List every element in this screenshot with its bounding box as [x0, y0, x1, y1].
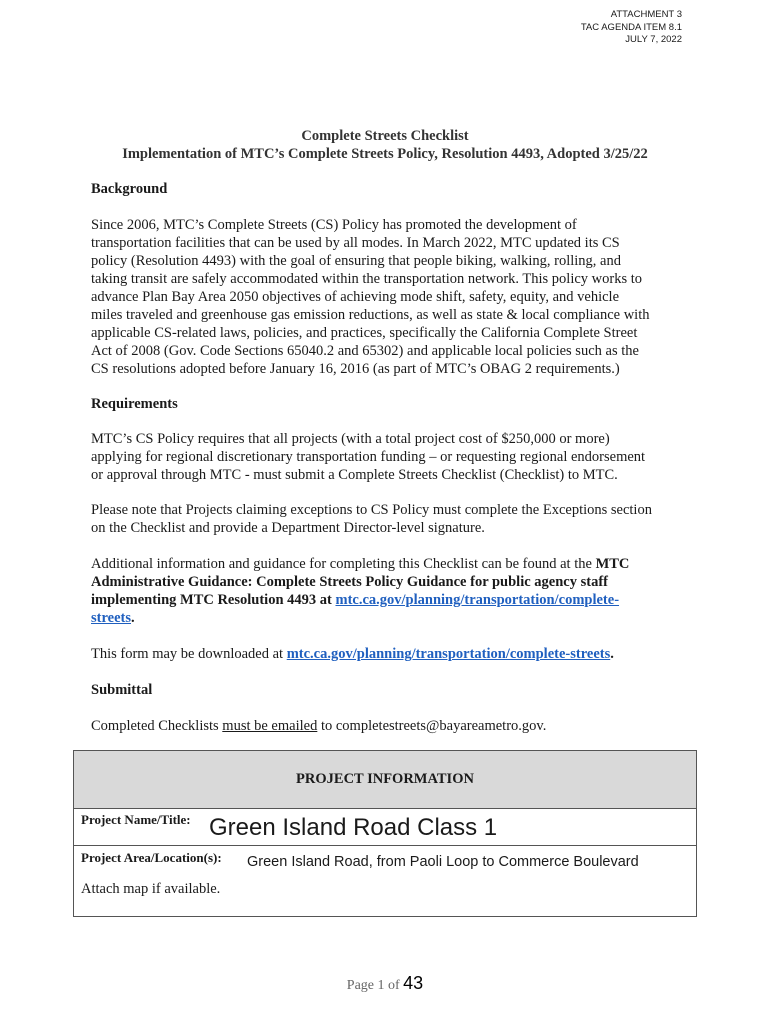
document-title-block [0, 127, 770, 163]
guidance-period: . [131, 610, 135, 626]
background-line: CS resolutions adopted before January 16, 2016 (as part of MTC’s OBAG 2 requirements.) [91, 361, 620, 377]
agenda-item-label: TAC AGENDA ITEM 8.1 [580, 21, 682, 33]
project-area-row [74, 846, 696, 918]
requirements-line: applying for regional discretionary transportation funding – or requesting regional endorsement [91, 449, 646, 465]
page-label: Page 1 of [346, 978, 404, 993]
background-paragraph [91, 216, 683, 378]
exceptions-note-line: Please note that Projects claiming exceptions to CS Policy must complete the Exceptions section [91, 502, 652, 518]
background-line: policy (Resolution 4493) with the goal of ensuring that people biking, walking, rolling, and [91, 253, 621, 269]
project-name-value[interactable]: Green Island Road Class 1 [209, 814, 498, 841]
document-subtitle: Implementation of MTC’s Complete Streets Policy, Resolution 4493, Adopted 3/25/22 [122, 146, 648, 162]
header-date: JULY 7, 2022 [625, 34, 682, 45]
requirements-heading: Requirements [91, 396, 178, 412]
guidance-link[interactable]: mtc.ca.gov/planning/transportation/complete- [335, 592, 620, 608]
exceptions-note-line: on the Checklist and provide a Department Director-level signature. [91, 520, 485, 536]
project-area-label: Project Area/Location(s): [81, 850, 222, 865]
download-link[interactable]: mtc.ca.gov/planning/transportation/complete-streets [286, 646, 611, 662]
background-line: taking transit are safely accommodated within the transportation network. This policy works to [91, 271, 642, 287]
guidance-bold-mtc: MTC [595, 556, 630, 572]
download-text: This form may be downloaded at [91, 646, 287, 662]
submittal-text: Completed Checklists [91, 718, 223, 734]
submittal-heading-block [91, 681, 683, 699]
download-paragraph [91, 645, 683, 663]
background-line: advance Plan Bay Area 2050 objectives of achieving mode shift, safety, equity, and vehicle [91, 289, 620, 305]
background-line: Act of 2008 (Gov. Code Sections 65040.2 and 65302) and applicable local policies such as the [91, 343, 639, 359]
guidance-line-2 [91, 573, 683, 591]
document-title: Complete Streets Checklist [301, 128, 469, 144]
guidance-line-3 [91, 591, 683, 609]
requirements-paragraph-1 [91, 430, 683, 484]
page-total: 43 [403, 973, 424, 993]
attachment-header [581, 9, 682, 47]
submittal-underlined-text: must be emailed [222, 718, 318, 734]
download-period: . [610, 646, 614, 662]
submittal-heading: Submittal [91, 682, 153, 698]
background-heading: Background [91, 181, 168, 197]
project-name-row [74, 809, 696, 846]
guidance-text: Additional information and guidance for completing this Checklist can be found at the [91, 556, 596, 572]
requirements-paragraph-2 [91, 501, 683, 537]
background-line: transportation facilities that can be used by all modes. In March 2022, MTC updated its CS [91, 235, 620, 251]
requirements-line: or approval through MTC - must submit a Complete Streets Checklist (Checklist) to MTC. [91, 467, 618, 483]
guidance-bold-title: Administrative Guidance: Complete Streets Policy Guidance for public agency staff [91, 574, 608, 590]
project-information-header: PROJECT INFORMATION [74, 751, 696, 809]
project-area-value[interactable]: Green Island Road, from Paoli Loop to Commerce Boulevard [247, 854, 639, 870]
guidance-paragraph [91, 555, 683, 627]
background-heading-block [91, 180, 683, 198]
attachment-label: ATTACHMENT 3 [610, 9, 682, 20]
guidance-line-4 [91, 609, 683, 627]
guidance-link-continued[interactable]: streets [91, 610, 131, 626]
requirements-line: MTC’s CS Policy requires that all projects (with a total project cost of $250,000 or more) [91, 431, 610, 447]
map-note: Attach map if available. [81, 881, 221, 897]
project-information-table [73, 750, 697, 917]
submittal-email-text: to completestreets@bayareametro.gov. [317, 718, 547, 734]
page-footer [0, 973, 770, 994]
guidance-bold-resolution: implementing MTC Resolution 4493 at [91, 592, 336, 608]
submittal-paragraph [91, 717, 683, 735]
project-name-label: Project Name/Title: [81, 812, 191, 827]
requirements-heading-block [91, 395, 683, 413]
guidance-line-1 [91, 555, 683, 573]
background-line: miles traveled and greenhouse gas emission reductions, as well as state & local compliance with [91, 307, 650, 323]
background-line: applicable CS-related laws, policies, and practices, specifically the California Complete Street [91, 325, 638, 341]
background-line: Since 2006, MTC’s Complete Streets (CS) Policy has promoted the development of [91, 217, 577, 233]
